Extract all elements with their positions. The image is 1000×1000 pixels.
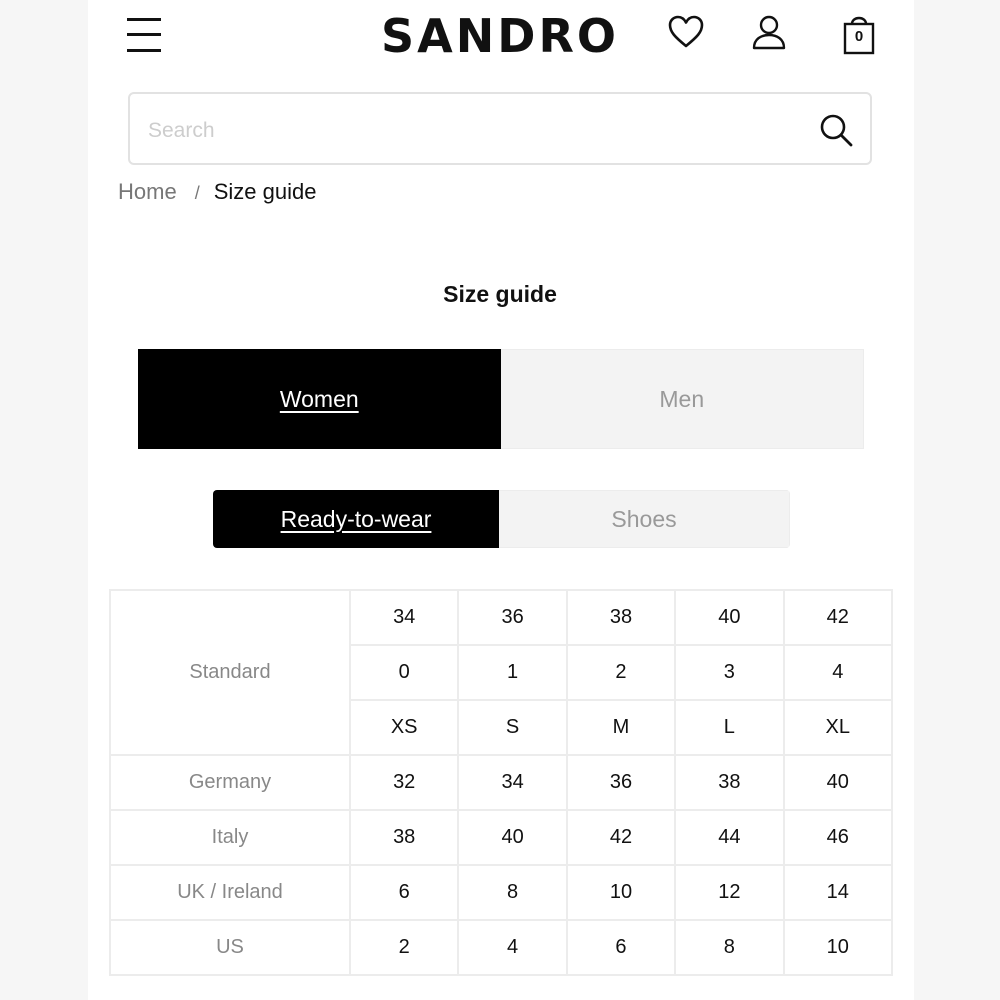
table-cell: 14: [784, 865, 892, 920]
tab-ready-to-wear[interactable]: Ready-to-wear: [213, 490, 499, 548]
table-cell: XS: [350, 700, 458, 755]
brand-logo[interactable]: SANDRO: [381, 9, 619, 63]
table-cell: 1: [458, 645, 566, 700]
cart-count-badge: 0: [854, 28, 864, 45]
row-label-germany: Germany: [110, 755, 350, 810]
table-cell: 4: [784, 645, 892, 700]
table-cell: XL: [784, 700, 892, 755]
table-cell: 42: [784, 590, 892, 645]
row-label-uk-ireland: UK / Ireland: [110, 865, 350, 920]
table-row: [110, 865, 892, 920]
breadcrumb-separator: /: [194, 183, 200, 203]
table-row: [110, 590, 892, 645]
table-cell: 38: [350, 810, 458, 865]
tab-women[interactable]: Women: [138, 349, 501, 449]
table-cell: 6: [567, 920, 675, 975]
tab-shoes[interactable]: Shoes: [499, 490, 790, 548]
category-tabs: [213, 490, 790, 548]
row-label-italy: Italy: [110, 810, 350, 865]
search-icon[interactable]: [818, 112, 854, 148]
table-cell: L: [675, 700, 783, 755]
table-cell: 6: [350, 865, 458, 920]
table-cell: 2: [567, 645, 675, 700]
hamburger-menu-icon[interactable]: [127, 16, 161, 54]
table-cell: 44: [675, 810, 783, 865]
table-cell: 8: [458, 865, 566, 920]
table-cell: S: [458, 700, 566, 755]
row-label-standard: Standard: [110, 590, 350, 755]
search-input[interactable]: [146, 112, 790, 150]
shopping-bag-icon[interactable]: [841, 12, 877, 56]
table-cell: 10: [567, 865, 675, 920]
table-row: [110, 810, 892, 865]
table-cell: 12: [675, 865, 783, 920]
size-table: [109, 589, 893, 976]
table-cell: 10: [784, 920, 892, 975]
gender-tabs: [138, 349, 864, 449]
page-title: Size guide: [443, 281, 557, 307]
table-cell: 2: [350, 920, 458, 975]
table-cell: 40: [458, 810, 566, 865]
table-cell: 38: [567, 590, 675, 645]
table-cell: 42: [567, 810, 675, 865]
table-cell: 36: [458, 590, 566, 645]
heart-icon[interactable]: [667, 14, 705, 55]
table-cell: 38: [675, 755, 783, 810]
row-label-us: US: [110, 920, 350, 975]
account-icon[interactable]: [751, 14, 787, 55]
table-cell: M: [567, 700, 675, 755]
table-cell: 4: [458, 920, 566, 975]
tab-men[interactable]: Men: [501, 349, 865, 449]
breadcrumb-home-link[interactable]: Home: [118, 179, 177, 204]
table-row: [110, 920, 892, 975]
table-row: [110, 755, 892, 810]
table-cell: 32: [350, 755, 458, 810]
search-bar: [128, 92, 872, 165]
table-cell: 40: [675, 590, 783, 645]
table-cell: 36: [567, 755, 675, 810]
table-cell: 0: [350, 645, 458, 700]
table-cell: 34: [350, 590, 458, 645]
breadcrumb: [118, 178, 316, 207]
table-cell: 8: [675, 920, 783, 975]
breadcrumb-current: Size guide: [213, 179, 317, 204]
table-cell: 40: [784, 755, 892, 810]
table-cell: 34: [458, 755, 566, 810]
table-cell: 46: [784, 810, 892, 865]
table-cell: 3: [675, 645, 783, 700]
